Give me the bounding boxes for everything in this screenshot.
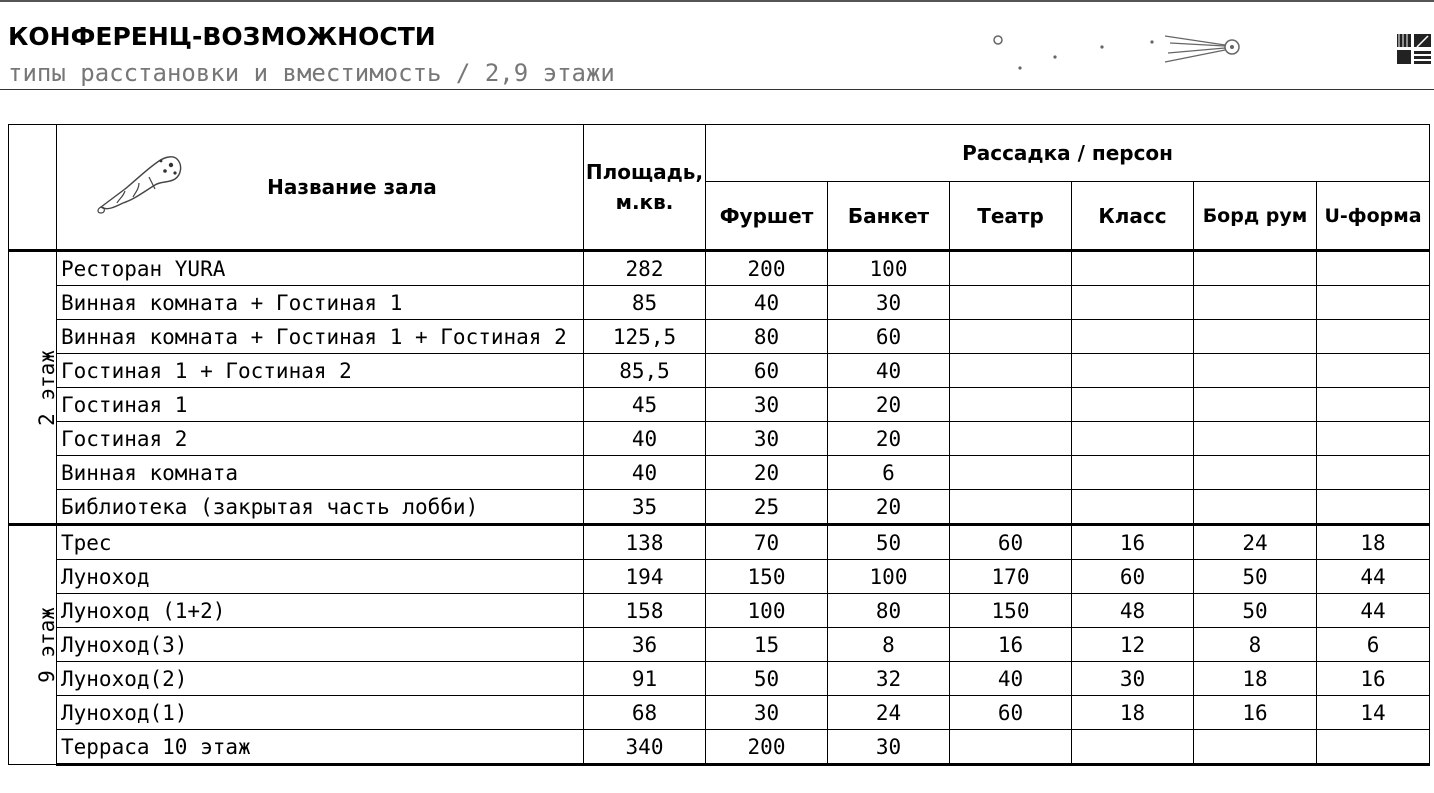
area-cell: 158 [584, 594, 706, 628]
ushape-cell: 14 [1317, 696, 1430, 730]
theater-cell [950, 422, 1072, 456]
theater-cell [950, 388, 1072, 422]
buffet-cell: 100 [706, 594, 828, 628]
table-row [9, 525, 1430, 560]
area-header-line2: м.кв. [615, 190, 674, 214]
table-row [9, 560, 1430, 594]
header-divider [0, 89, 1434, 90]
banquet-cell: 100 [828, 560, 950, 594]
floor2-label: 2 этаж [34, 349, 59, 426]
banquet-cell: 8 [828, 628, 950, 662]
theater-header: Театр [950, 182, 1072, 251]
buffet-cell: 15 [706, 628, 828, 662]
buffet-cell: 50 [706, 662, 828, 696]
area-cell: 85 [584, 286, 706, 320]
boardroom-cell: 50 [1194, 560, 1317, 594]
floor2-section [9, 251, 1430, 525]
classroom-cell [1072, 388, 1194, 422]
seating-header: Рассадка / персон [706, 125, 1430, 182]
boardroom-cell: 50 [1194, 594, 1317, 628]
floor2-label-cell [9, 251, 57, 525]
ushape-cell [1317, 490, 1430, 525]
buffet-cell: 60 [706, 354, 828, 388]
ushape-cell [1317, 354, 1430, 388]
page-title: КОНФЕРЕНЦ-ВОЗМОЖНОСТИ [8, 22, 436, 51]
ushape-cell [1317, 388, 1430, 422]
table-row [9, 422, 1430, 456]
theater-cell: 170 [950, 560, 1072, 594]
boardroom-cell [1194, 422, 1317, 456]
buffet-cell: 200 [706, 251, 828, 286]
area-cell: 194 [584, 560, 706, 594]
buffet-header: Фуршет [706, 182, 828, 251]
banquet-header: Банкет [828, 182, 950, 251]
hall-name-cell: Терраса 10 этаж [57, 730, 584, 765]
theater-cell [950, 286, 1072, 320]
hall-name-cell: Гостиная 2 [57, 422, 584, 456]
boardroom-cell: 18 [1194, 662, 1317, 696]
hall-name-header-label: Название зала [267, 175, 437, 199]
table-row [9, 490, 1430, 525]
area-cell: 45 [584, 388, 706, 422]
theater-cell [950, 456, 1072, 490]
boardroom-cell: 24 [1194, 525, 1317, 560]
banquet-cell: 40 [828, 354, 950, 388]
area-header-line1: Площадь, [585, 160, 704, 184]
ushape-cell: 18 [1317, 525, 1430, 560]
capacity-table [8, 124, 1430, 766]
area-cell: 40 [584, 456, 706, 490]
buffet-cell: 80 [706, 320, 828, 354]
classroom-cell: 60 [1072, 560, 1194, 594]
classroom-cell [1072, 320, 1194, 354]
hall-name-cell: Ресторан YURA [57, 251, 584, 286]
classroom-cell: 48 [1072, 594, 1194, 628]
hall-name-cell: Винная комната [57, 456, 584, 490]
boardroom-cell [1194, 286, 1317, 320]
ushape-cell: 44 [1317, 560, 1430, 594]
ushape-cell: 44 [1317, 594, 1430, 628]
hall-name-cell: Луноход [57, 560, 584, 594]
hall-name-cell: Луноход (1+2) [57, 594, 584, 628]
ushape-cell [1317, 730, 1430, 765]
boardroom-cell [1194, 320, 1317, 354]
floor-column-header [9, 125, 57, 251]
buffet-cell: 30 [706, 696, 828, 730]
banquet-cell: 100 [828, 251, 950, 286]
classroom-header: Класс [1072, 182, 1194, 251]
boardroom-cell [1194, 490, 1317, 525]
classroom-cell [1072, 251, 1194, 286]
classroom-cell: 16 [1072, 525, 1194, 560]
buffet-cell: 20 [706, 456, 828, 490]
chameleon-illustration-icon [95, 151, 187, 217]
buffet-cell: 150 [706, 560, 828, 594]
theater-cell: 60 [950, 525, 1072, 560]
ushape-cell [1317, 286, 1430, 320]
theater-cell: 40 [950, 662, 1072, 696]
hall-name-cell: Луноход(3) [57, 628, 584, 662]
theater-cell: 60 [950, 696, 1072, 730]
table-row [9, 251, 1430, 286]
sputnik-decoration-icon [985, 28, 1245, 78]
ushape-cell [1317, 320, 1430, 354]
ushape-cell: 6 [1317, 628, 1430, 662]
boardroom-cell [1194, 388, 1317, 422]
boardroom-cell: 8 [1194, 628, 1317, 662]
theater-cell [950, 354, 1072, 388]
ushape-cell [1317, 251, 1430, 286]
buffet-cell: 70 [706, 525, 828, 560]
area-cell: 40 [584, 422, 706, 456]
hall-name-cell: Луноход(1) [57, 696, 584, 730]
table-row [9, 730, 1430, 765]
table-row [9, 388, 1430, 422]
floor9-section [9, 525, 1430, 765]
banquet-cell: 50 [828, 525, 950, 560]
classroom-cell: 18 [1072, 696, 1194, 730]
hall-name-cell: Гостиная 1 + Гостиная 2 [57, 354, 584, 388]
hall-name-header [57, 125, 584, 251]
buffet-cell: 30 [706, 388, 828, 422]
ushape-cell: 16 [1317, 662, 1430, 696]
boardroom-cell [1194, 251, 1317, 286]
boardroom-cell [1194, 456, 1317, 490]
area-cell: 340 [584, 730, 706, 765]
buffet-cell: 30 [706, 422, 828, 456]
classroom-cell [1072, 456, 1194, 490]
boardroom-header: Борд рум [1194, 182, 1317, 251]
banquet-cell: 30 [828, 286, 950, 320]
floor9-label-cell [9, 525, 57, 765]
boardroom-cell [1194, 354, 1317, 388]
banquet-cell: 60 [828, 320, 950, 354]
page-subtitle: типы расстановки и вместимость / 2,9 этажи [8, 59, 615, 87]
theater-cell [950, 490, 1072, 525]
theater-cell [950, 730, 1072, 765]
theater-cell [950, 251, 1072, 286]
hall-name-cell: Трес [57, 525, 584, 560]
area-cell: 35 [584, 490, 706, 525]
hall-name-cell: Гостиная 1 [57, 388, 584, 422]
classroom-cell: 30 [1072, 662, 1194, 696]
ushape-cell [1317, 456, 1430, 490]
buffet-cell: 40 [706, 286, 828, 320]
hall-name-cell: Луноход(2) [57, 662, 584, 696]
area-cell: 36 [584, 628, 706, 662]
brand-logo-icon [1397, 34, 1431, 64]
banquet-cell: 20 [828, 422, 950, 456]
table-row [9, 456, 1430, 490]
area-cell: 138 [584, 525, 706, 560]
classroom-cell [1072, 286, 1194, 320]
table-row [9, 628, 1430, 662]
table-row [9, 696, 1430, 730]
banquet-cell: 20 [828, 490, 950, 525]
area-cell: 68 [584, 696, 706, 730]
banquet-cell: 6 [828, 456, 950, 490]
classroom-cell: 12 [1072, 628, 1194, 662]
area-cell: 85,5 [584, 354, 706, 388]
classroom-cell [1072, 730, 1194, 765]
banquet-cell: 24 [828, 696, 950, 730]
floor9-label: 9 этаж [34, 607, 59, 683]
table-row [9, 320, 1430, 354]
hall-name-cell: Винная комната + Гостиная 1 [57, 286, 584, 320]
ushape-header: U-форма [1317, 182, 1430, 251]
table-row [9, 662, 1430, 696]
buffet-cell: 200 [706, 730, 828, 765]
buffet-cell: 25 [706, 490, 828, 525]
table-row [9, 354, 1430, 388]
theater-cell: 150 [950, 594, 1072, 628]
area-cell: 91 [584, 662, 706, 696]
theater-cell [950, 320, 1072, 354]
hall-name-cell: Винная комната + Гостиная 1 + Гостиная 2 [57, 320, 584, 354]
theater-cell: 16 [950, 628, 1072, 662]
classroom-cell [1072, 490, 1194, 525]
boardroom-cell: 16 [1194, 696, 1317, 730]
classroom-cell [1072, 354, 1194, 388]
boardroom-cell [1194, 730, 1317, 765]
banquet-cell: 20 [828, 388, 950, 422]
banquet-cell: 30 [828, 730, 950, 765]
classroom-cell [1072, 422, 1194, 456]
area-cell: 125,5 [584, 320, 706, 354]
ushape-cell [1317, 422, 1430, 456]
table-row [9, 286, 1430, 320]
hall-name-cell: Библиотека (закрытая часть лобби) [57, 490, 584, 525]
banquet-cell: 32 [828, 662, 950, 696]
table-row [9, 594, 1430, 628]
area-cell: 282 [584, 251, 706, 286]
banquet-cell: 80 [828, 594, 950, 628]
area-header [584, 125, 706, 251]
top-border [0, 0, 1434, 2]
